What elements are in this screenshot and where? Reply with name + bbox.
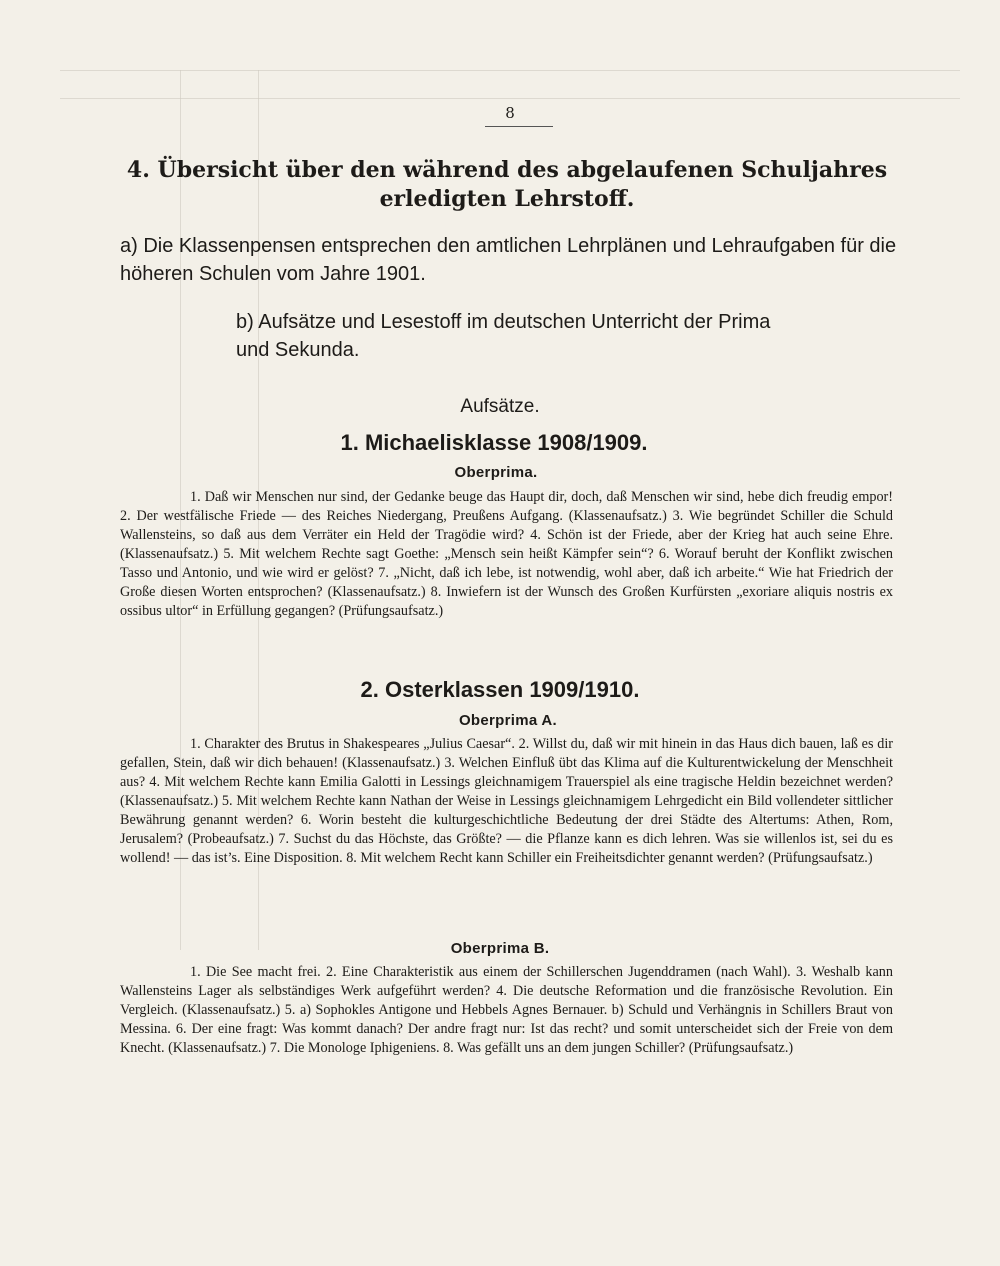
show-through-rule-2: [60, 98, 960, 99]
class1-group-title: Oberprima.: [454, 464, 538, 481]
subsection-b: b) Aufsätze und Lesestoff im deutschen Unterricht der Prima und Sekunda.: [236, 311, 771, 361]
class1-title: 1. Michaelisklasse 1908/1909.: [340, 430, 648, 455]
page-number: 8: [505, 104, 515, 122]
show-through-rule-top: [60, 70, 960, 71]
class2-title: 2. Osterklassen 1909/1910.: [360, 677, 640, 702]
class2-group-a-title: Oberprima A.: [458, 712, 558, 729]
aufsaetze-title: Aufsätze.: [460, 396, 540, 417]
class2-group-a-topics: 1. Charakter des Brutus in Shakespeares „Julius Caesar“. 2. Willst du, daß wir mit hinein in das Haus dich bauen, laß es dir gefallen, Stein, daß wir dich behauen! (Klassenaufsatz.) 3. Welchen Einfluß übt das Klima auf die Kulturentwickelung der Menschheit aus? 4. Mit welchem Rechte kann Emilia Galotti in Lessings gleichnamigem Trauerspiel als eine tragische Heldin bezeichnet werden? (Klassenaufsatz.) 5. Mit welchem Rechte kann Nathan der Weise in Lessings gleichnamigem Lehrgedicht ein Bild vollendeter sittlicher Bewährung genannt werden? 6. Worin besteht die kulturgeschichtliche Bedeutung der drei Städte des Altertums: Athen, Rom, Jerusalem? (Probeaufsatz.) 7. Suchst du das Höchste, das Größte? — die Pflanze kann es dich lehren. Was sie willenlos ist, sei du es wollend! — das ist’s. Eine Disposition. 8. Mit welchem Recht kann Schiller ein Freiheitsdichter genannt werden? (Prüfungsaufsatz.): [120, 736, 893, 866]
subsection-a: a) Die Klassenpensen entsprechen den amtlichen Lehrplänen und Lehraufgaben für die höheren Schulen vom Jahre 1901.: [120, 235, 897, 285]
class2-group-b-title: Oberprima B.: [450, 940, 550, 957]
page-number-rule: [485, 126, 553, 127]
class2-group-b-topics: 1. Die See macht frei. 2. Eine Charakteristik aus einem der Schillerschen Jugenddramen (nach Wahl). 3. Weshalb kann Wallensteins Lager als selbständiges Werk aufgeführt werden? 4. Die deutsche Reformation und die französische Revolution. Ein Vergleich. (Klassenaufsatz.) 5. a) Sophokles Antigone und Hebbels Agnes Bernauer. b) Schuld und Verhängnis in Schillers Braut von Messina. 6. Der eine fragt: Was kommt danach? Der andre fragt nur: Ist das recht? und somit unterscheidet sich der Freie von dem Knecht. (Klassenaufsatz.) 7. Die Monologe Iphigeniens. 8. Was gefällt uns an dem jungen Schiller? (Prüfungsaufsatz.): [120, 964, 893, 1056]
section-heading: 4. Übersicht über den während des abgelaufenen Schuljahres erledigten Lehrstoff.: [126, 157, 888, 212]
class1-topics: 1. Daß wir Menschen nur sind, der Gedanke beuge das Haupt dir, doch, daß Menschen wir sind, hebe dich freudig empor! 2. Der westfälische Friede — des Reiches Niedergang, Preußens Aufgang. (Klassenaufsatz.) 3. Wie begründet Schiller die Schuld Wallensteins, so daß aus dem Verräter ein Held der Tragödie wird? 4. Schön ist der Friede, aber der Krieg hat auch seine Ehre. (Klassenaufsatz.) 5. Mit welchem Rechte sagt Goethe: „Mensch sein heißt Kämpfer sein“? 6. Worauf beruht der Konflikt zwischen Tasso und Antonio, und wie wird er gelöst? 7. „Nicht, daß ich lebe, ist notwendig, wohl aber, daß ich arbeite.“ Wie hat Friedrich der Große diesen Worten entsprochen? (Klassenaufsatz.) 8. Inwiefern ist der Wunsch des Großen Kurfürsten „exoriare aliquis nostris ex ossibus ultor“ in Erfüllung gegangen? (Prüfungsaufsatz.): [120, 489, 893, 619]
